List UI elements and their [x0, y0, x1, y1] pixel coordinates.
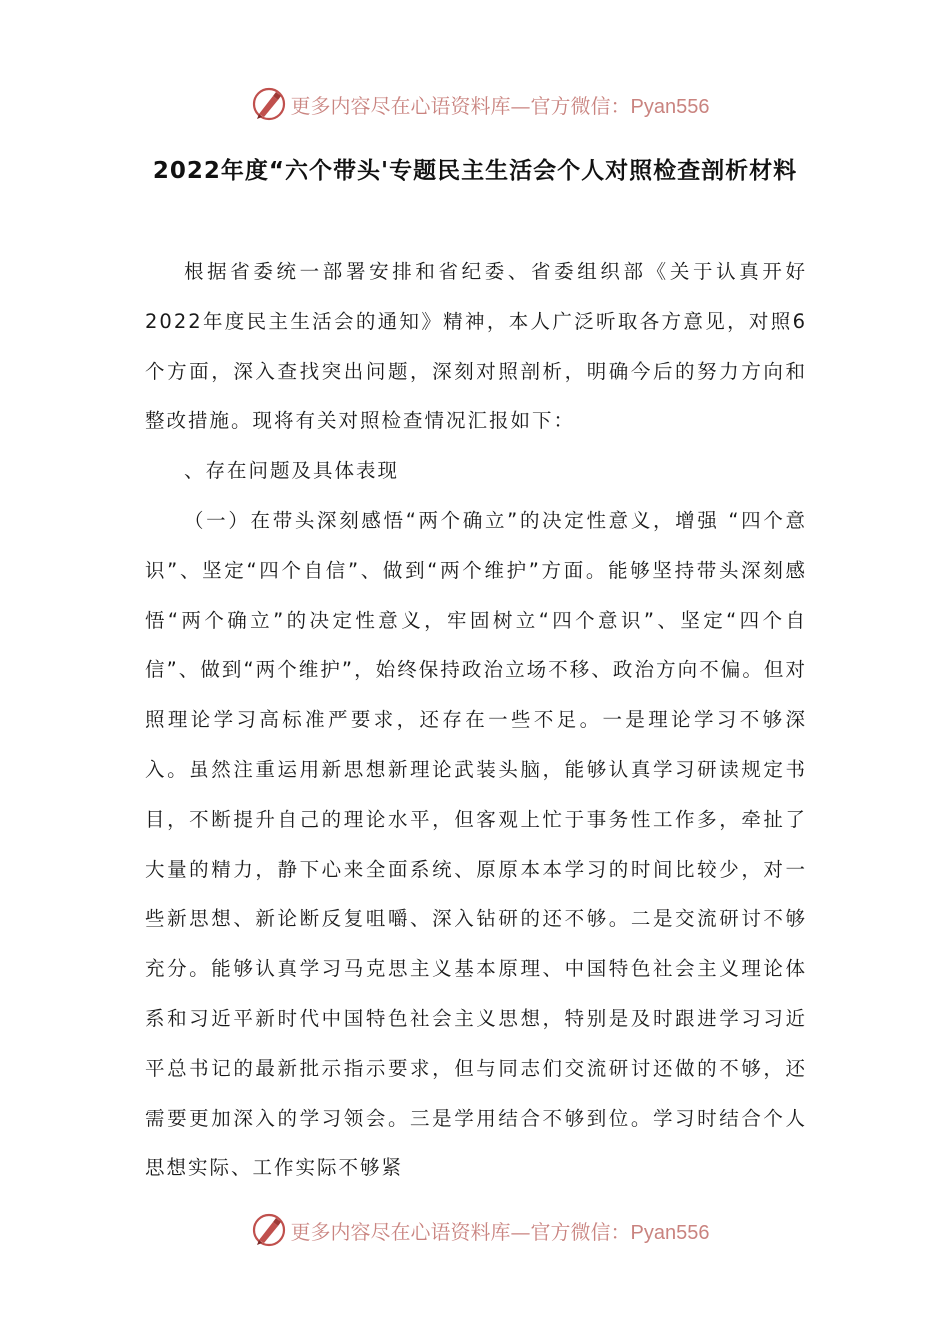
watermark-content	[251, 1212, 710, 1248]
paragraph-problem-1: （一）在带头深刻感悟“两个确立”的决定性意义，增强 “四个意识”、坚定“四个自信”、做到“两个维护”方面。能够坚持带头深刻感悟“两个确立”的决定性意义，牢固树立“四个意识”、坚定“四个自信”、做到“两个维护”，始终保持政治立场不移、政治方向不偏。但对照理论学习高标准严要求，还存在一些不足。一是理论学习不够深入。虽然注重运用新思想新理论武装头脑，能够认真学习研读规定书目，不断提升自己的理论水平，但客观上忙于事务性工作多，牵扯了大量的精力，静下心来全面系统、原原本本学习的时间比较少，对一些新思想、新论断反复咀嚼、深入钻研的还不够。二是交流研讨不够充分。能够认真学习马克思主义基本原理、中国特色社会主义理论体系和习近平新时代中国特色社会主义思想，特别是及时跟进学习习近平总书记的最新批示指示要求，但与同志们交流研讨还做的不够，还需要更加深入的学习领会。三是学用结合不够到位。学习时结合个人思想实际、工作实际不够紧	[145, 508, 807, 1180]
pen-logo-icon	[251, 86, 287, 122]
section-heading: 、存在问题及具体表现	[184, 459, 400, 483]
watermark-banner-bottom	[0, 1210, 950, 1250]
paragraph-intro: 根据省委统一部署安排和省纪委、省委组织部《关于认真开好2022年度民主生活会的通知》精神，本人广泛听取各方意见，对照6个方面，深入查找突出问题，深刻对照剖析，明确今后的努力方向和整改措施。现将有关对照检查情况汇报如下：	[145, 260, 807, 433]
pen-logo-icon	[251, 1212, 287, 1248]
watermark-banner-top	[0, 84, 950, 124]
watermark-text: 更多内容尽在心语资料库—官方微信：Pyan556	[290, 1219, 710, 1244]
watermark-text: 更多内容尽在心语资料库—官方微信：Pyan556	[290, 93, 710, 118]
watermark-content	[251, 86, 710, 122]
document-title: 2022年度“六个带头'专题民主生活会个人对照检查剖析材料	[152, 158, 798, 184]
document-body	[145, 247, 807, 1193]
